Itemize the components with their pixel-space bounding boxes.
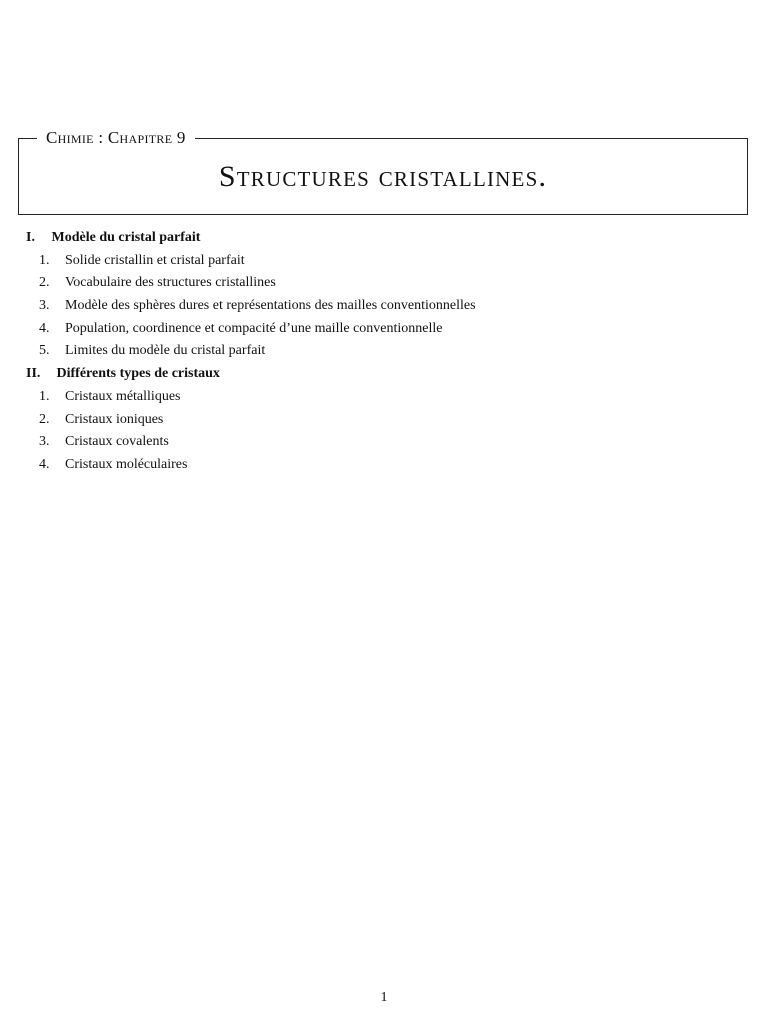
toc-item-number: 3. <box>39 298 50 314</box>
table-of-contents <box>26 227 476 477</box>
toc-item <box>26 318 476 341</box>
toc-item-title: Cristaux moléculaires <box>65 456 188 472</box>
toc-item <box>26 431 476 454</box>
toc-item-number: 4. <box>39 456 50 472</box>
toc-item <box>26 295 476 318</box>
chapter-header-box <box>18 128 748 215</box>
toc-item <box>26 340 476 363</box>
page-number: 1 <box>380 990 388 1005</box>
toc-section-number: I. <box>26 230 35 245</box>
toc-item-number: 4. <box>39 320 50 336</box>
toc-item <box>26 250 476 273</box>
toc-item-title: Cristaux ioniques <box>65 411 164 427</box>
toc-item-title: Modèle des sphères dures et représentations des mailles conventionnelles <box>65 298 476 314</box>
toc-item <box>26 272 476 295</box>
toc-item-number: 3. <box>39 434 50 450</box>
toc-section-2 <box>26 363 476 386</box>
toc-item-title: Population, coordinence et compacité d’une maille conventionnelle <box>65 320 443 336</box>
toc-section-title: Différents types de cristaux <box>56 366 220 382</box>
toc-section-1 <box>26 227 476 250</box>
toc-item <box>26 386 476 409</box>
toc-item <box>26 454 476 477</box>
toc-section-number: II. <box>26 366 41 382</box>
toc-item-number: 5. <box>39 343 50 359</box>
toc-item-number: 1. <box>39 388 50 404</box>
toc-item-title: Vocabulaire des structures cristallines <box>65 275 276 291</box>
toc-section-title: Modèle du cristal parfait <box>51 230 201 245</box>
toc-item-number: 2. <box>39 275 50 291</box>
toc-item-title: Cristaux métalliques <box>65 388 181 404</box>
chapter-title: Structures cristallines. <box>218 160 548 193</box>
toc-item-title: Limites du modèle du cristal parfait <box>65 343 266 359</box>
toc-item-title: Solide cristallin et cristal parfait <box>65 252 245 268</box>
toc-item <box>26 409 476 432</box>
toc-item-number: 1. <box>39 252 50 268</box>
chapter-label: Chimie : Chapitre 9 <box>37 127 195 149</box>
toc-item-title: Cristaux covalents <box>65 434 169 450</box>
toc-item-number: 2. <box>39 411 50 427</box>
